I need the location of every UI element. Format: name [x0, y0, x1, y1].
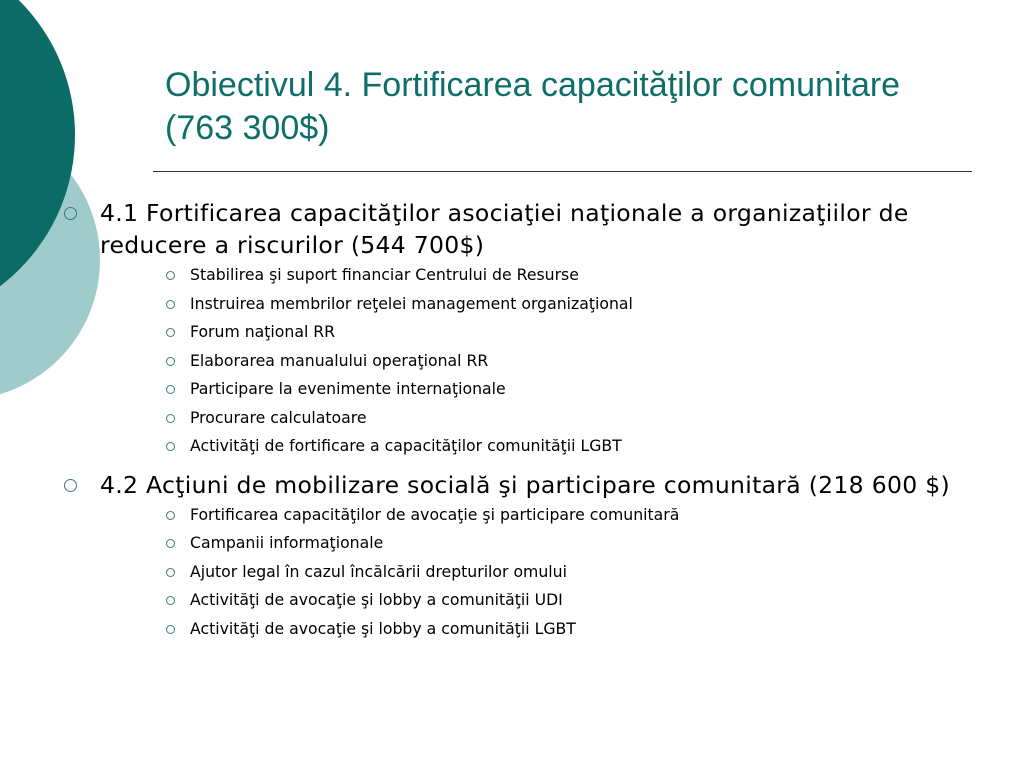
list-item — [100, 290, 980, 319]
section-4-1 — [60, 197, 980, 461]
list-item-text: Stabilirea şi suport financiar Centrului de Resurse — [190, 265, 579, 284]
slide-title: Obiectivul 4. Fortificarea capacităţilor comunitare (763 300$) — [165, 66, 901, 147]
list-item-text: Procurare calculatoare — [190, 407, 367, 427]
section-heading: 4.2 Acţiuni de mobilizare socială şi participare comunitară (218 600 $) — [100, 470, 950, 499]
list-item-text: Activităţi de avocaţie şi lobby a comunităţii LGBT — [190, 618, 576, 638]
list-item-text: Fortificarea capacităţilor de avocaţie şi participare comunitară — [190, 504, 680, 524]
slide-content — [60, 197, 980, 643]
list-item — [100, 432, 980, 461]
list-item-text: Activităţi de fortificare a capacităţilor comunităţii LGBT — [190, 436, 622, 455]
list-item — [100, 558, 980, 587]
list-item-text: Activităţi de avocaţie şi lobby a comunităţii UDI — [190, 590, 563, 609]
hollow-circle-bullet-icon — [64, 479, 77, 492]
list-item — [100, 615, 980, 644]
hollow-circle-bullet-icon — [166, 414, 175, 423]
hollow-circle-bullet-icon — [166, 357, 175, 366]
hollow-circle-bullet-icon — [166, 568, 175, 577]
list-item — [100, 318, 980, 347]
hollow-circle-bullet-icon — [166, 511, 175, 520]
list-item — [100, 501, 980, 530]
hollow-circle-bullet-icon — [166, 271, 175, 280]
list-item — [100, 404, 980, 433]
list-item-text: Participare la evenimente internaţionale — [190, 379, 506, 398]
hollow-circle-bullet-icon — [166, 385, 175, 394]
section-items — [100, 501, 980, 644]
list-item-text: Elaborarea manualului operaţional RR — [190, 350, 489, 370]
hollow-circle-bullet-icon — [166, 625, 175, 634]
hollow-circle-bullet-icon — [166, 442, 175, 451]
list-item — [100, 529, 980, 558]
list-item — [100, 375, 980, 404]
list-item — [100, 261, 980, 290]
hollow-circle-bullet-icon — [166, 328, 175, 337]
hollow-circle-bullet-icon — [166, 539, 175, 548]
section-4-2 — [60, 469, 980, 644]
hollow-circle-bullet-icon — [166, 596, 175, 605]
hollow-circle-bullet-icon — [166, 300, 175, 309]
list-item-text: Forum naţional RR — [190, 322, 336, 341]
list-item-text: Campanii informaţionale — [190, 533, 384, 552]
list-item — [100, 347, 980, 376]
list-item-text: Instruirea membrilor reţelei management organizaţional — [190, 293, 633, 313]
hollow-circle-bullet-icon — [64, 207, 77, 220]
section-items — [100, 261, 980, 461]
title-divider — [153, 171, 972, 172]
section-heading: 4.1 Fortificarea capacităţilor asociaţiei naţionale a organizaţiilor de reducere a riscurilor (544 700$) — [100, 199, 909, 259]
list-item — [100, 586, 980, 615]
list-item-text: Ajutor legal în cazul încălcării drepturilor omului — [190, 561, 567, 581]
